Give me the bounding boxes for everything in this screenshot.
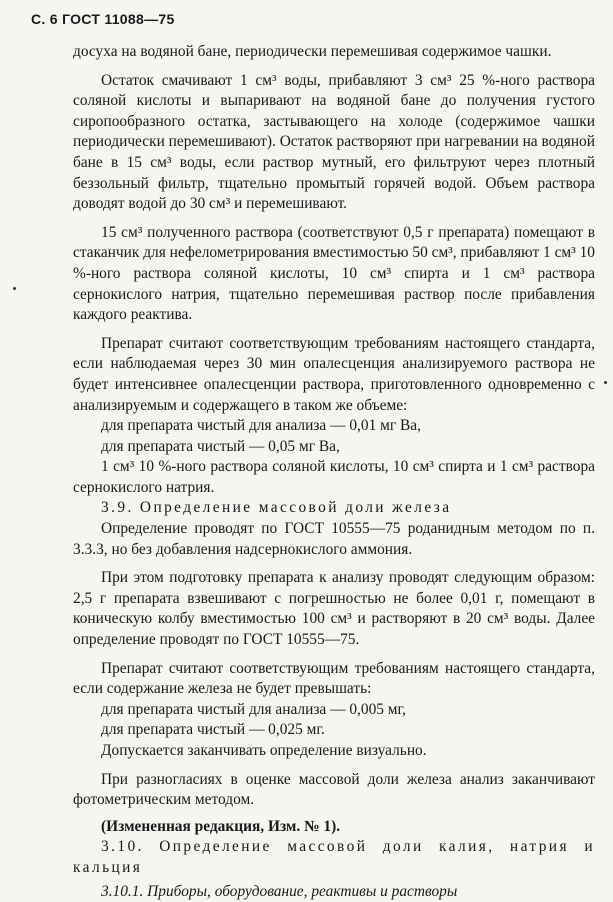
paragraph-preparation: При этом подготовку препарата к анализу проводят следующим образом: 2,5 г препарата взвешивают с погрешностью не более 0,01 г, помещают в коническую колбу вместимостью 100 см³ и растворяют в 20 см³ воды. Далее определение проводят по ГОСТ 10555—75. — [73, 569, 595, 649]
paragraph-nephelometry: 15 см³ полученного раствора (соответствуют 0,5 г препарата) помещают в стаканчик для нефелометрирования вместимостью 50 см³, прибавляют 1 см³ 10 %-ного раствора соляной кислоты, 10 см³ спирта и 1 см³ раствора сернокислого натрия, тщательно перемешивая раствор после прибавления каждого реактива. — [73, 223, 595, 324]
subsection-heading-3-10-1: 3.10.1. Приборы, оборудование, реактивы и растворы — [101, 882, 458, 900]
page-header: С. 6 ГОСТ 11088—75 — [31, 11, 175, 27]
section-heading-3-10: 3.10. Определение массовой доли калия, натрия и кальция — [73, 838, 595, 876]
list-item-iron-analytical: для препарата чистый для анализа — 0,005 мг, — [101, 700, 406, 718]
paragraph-method: Определение проводят по ГОСТ 10555—75 роданидным методом по п. 3.3.3, но без добавления надсернокислого аммония. — [73, 520, 595, 558]
paragraph-iron-requirements: Препарат считают соответствующим требованиям настоящего стандарта, если содержание железа не будет превышать: — [73, 659, 595, 698]
document-body — [73, 42, 595, 902]
scan-speck — [13, 287, 16, 290]
list-item-analytical-grade: для препарата чистый для анализа — 0,01 мг Ва, — [101, 417, 421, 435]
paragraph-residue: Остаток смачивают 1 см³ воды, прибавляют 3 см³ 25 %-ного раствора соляной кислоты и выпаривают на водяной бане до получения густого сиропообразного остатка, застывающего на холоде (содержимое чашки периодически перемешивают). Остаток растворяют при нагревании на водяной бане в 15 см³ воды, если раствор мутный, его фильтруют через плотный беззольный фильтр, тщательно промытый горячей водой. Объем раствора доводят водой до 30 см³ и перемешивают. — [73, 71, 595, 213]
paragraph-requirements: Препарат считают соответствующим требованиям настоящего стандарта, если наблюдаемая через 30 мин опалесценция анализируемого раствора не будет интенсивнее опалесценции раствора, приготовленного одновременно с анализируемым и содержащего в таком же объеме: — [73, 334, 595, 414]
paragraph-reagents: 1 см³ 10 %-ного раствора соляной кислоты, 10 см³ спирта и 1 см³ раствора сернокислого натрия. — [73, 458, 595, 496]
paragraph-visual: Допускается заканчивать определение визуально. — [101, 742, 427, 759]
list-item-iron-pure: для препарата чистый — 0,025 мг. — [101, 721, 325, 739]
section-heading-3-9: 3.9. Определение массовой доли железа — [101, 499, 452, 517]
list-item-pure-grade: для препарата чистый — 0,05 мг Ва, — [101, 437, 340, 455]
paragraph-continuation: досуха на водяной бане, периодически перемешивая содержимое чашки. — [73, 43, 552, 60]
paragraph-disagreement: При разногласиях в оценке массовой доли железа анализ заканчивают фотометрическим методом. — [73, 770, 595, 809]
scan-speck — [604, 381, 607, 384]
amendment-note: (Измененная редакция, Изм. № 1). — [101, 817, 341, 835]
